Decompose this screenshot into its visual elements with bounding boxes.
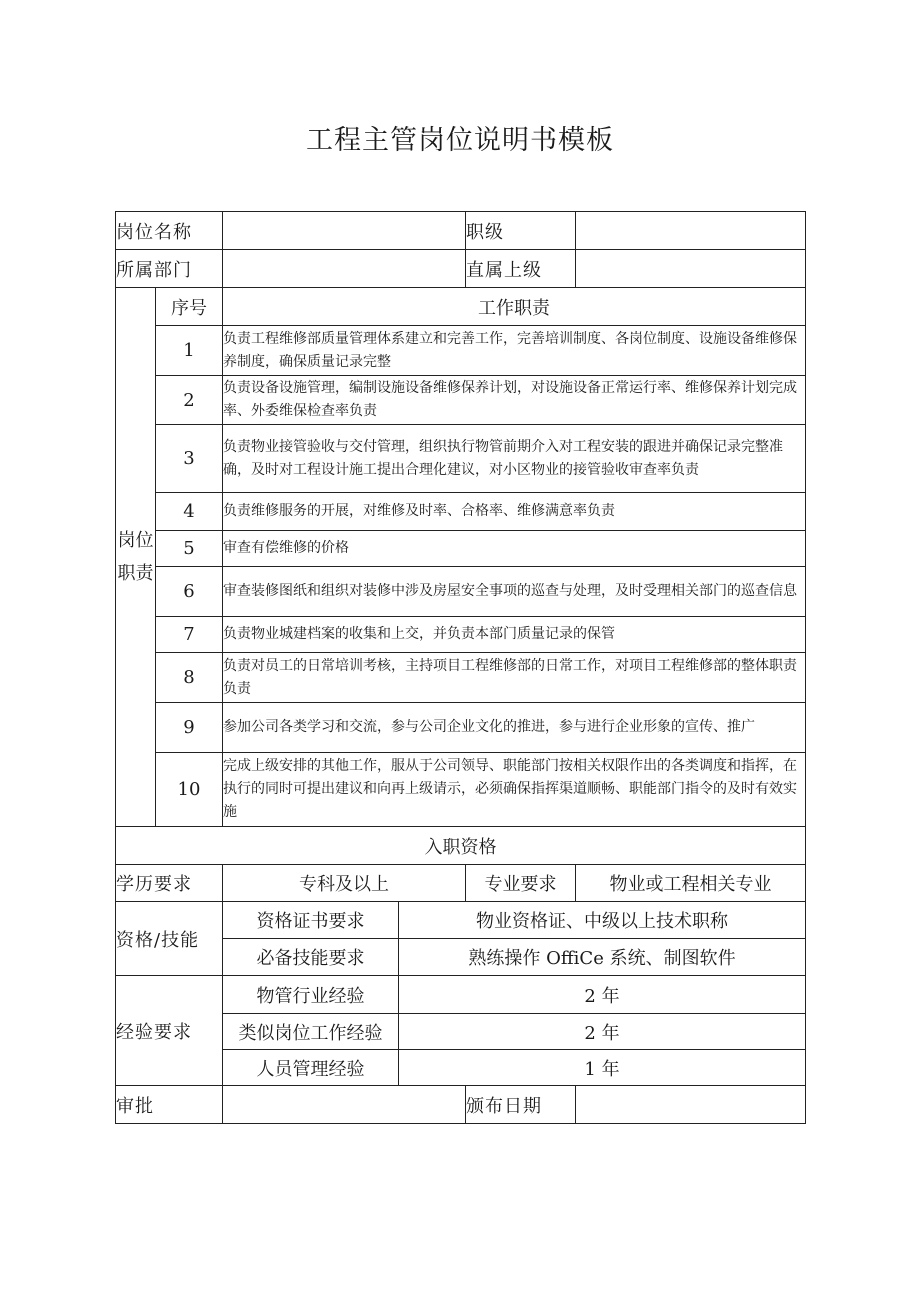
duty-number: 6: [156, 567, 223, 617]
department-value[interactable]: [223, 250, 466, 288]
exp-similar-label: 类似岗位工作经验: [223, 1014, 399, 1050]
approval-label: 审批: [116, 1086, 223, 1124]
major-label: 专业要求: [466, 865, 576, 902]
release-date-value[interactable]: [576, 1086, 806, 1124]
row-qualifications-header: [116, 827, 806, 865]
experience-label: 经验要求: [116, 976, 223, 1086]
duty-text: 负责工程维修部质量管理体系建立和完善工作，完善培训制度、各岗位制度、设施设备维修保养制度，确保质量记录完整: [223, 326, 806, 376]
superior-label: 直属上级: [466, 250, 576, 288]
row-duties-header: [116, 288, 806, 326]
duty-text: 参加公司各类学习和交流，参与公司企业文化的推进，参与进行企业形象的宣传、推广: [223, 703, 806, 753]
duty-row: [116, 753, 806, 827]
duty-text: 负责设备设施管理，编制设施设备维修保养计划，对设施设备正常运行率、维修保养计划完成率、外委维保检查率负责: [223, 376, 806, 425]
skills-label: 资格/技能: [116, 902, 223, 976]
education-value: 专科及以上: [223, 865, 466, 902]
job-description-table: [115, 211, 806, 1124]
duties-section-label-text: 岗位职责: [117, 530, 154, 584]
duty-row: [116, 326, 806, 376]
row-position-name: [116, 212, 806, 250]
duty-row: [116, 531, 806, 567]
exp-management-value: 1 年: [399, 1050, 806, 1086]
duty-row: [116, 376, 806, 425]
duty-number: 4: [156, 493, 223, 531]
duty-text: 审查有偿维修的价格: [223, 531, 806, 567]
duty-text: 负责物业城建档案的收集和上交，并负责本部门质量记录的保管: [223, 617, 806, 653]
certificate-label: 资格证书要求: [223, 902, 399, 939]
position-name-value[interactable]: [223, 212, 466, 250]
release-date-label: 颁布日期: [466, 1086, 576, 1124]
row-certificate: [116, 902, 806, 939]
duty-text: 负责对员工的日常培训考核，主持项目工程维修部的日常工作，对项目工程维修部的整体职责负责: [223, 653, 806, 703]
exp-similar-value: 2 年: [399, 1014, 806, 1050]
col-duty-header: 工作职责: [223, 288, 806, 326]
row-department: [116, 250, 806, 288]
col-seq-header: 序号: [156, 288, 223, 326]
rank-value[interactable]: [576, 212, 806, 250]
qualifications-section-label: 入职资格: [116, 827, 806, 865]
duty-number: 5: [156, 531, 223, 567]
duty-row: [116, 567, 806, 617]
duty-number: 8: [156, 653, 223, 703]
major-value: 物业或工程相关专业: [576, 865, 806, 902]
rank-label: 职级: [466, 212, 576, 250]
duty-number: 1: [156, 326, 223, 376]
duty-text: 负责物业接管验收与交付管理，组织执行物管前期介入对工程安装的跟进并确保记录完整准确，及时对工程设计施工提出合理化建议，对小区物业的接管验收审查率负责: [223, 425, 806, 493]
row-approval: [116, 1086, 806, 1124]
duty-text: 负责维修服务的开展，对维修及时率、合格率、维修满意率负责: [223, 493, 806, 531]
duty-row: [116, 493, 806, 531]
duty-row: [116, 617, 806, 653]
approval-value[interactable]: [223, 1086, 466, 1124]
certificate-value: 物业资格证、中级以上技术职称: [399, 902, 806, 939]
duty-text: 完成上级安排的其他工作，服从于公司领导、职能部门按相关权限作出的各类调度和指挥，在执行的同时可提出建议和向再上级请示，必须确保指挥渠道顺畅、职能部门指令的及时有效实施: [223, 753, 806, 827]
duty-text: 审查装修图纸和组织对装修中涉及房屋安全事项的巡查与处理，及时受理相关部门的巡查信息: [223, 567, 806, 617]
duty-number: 3: [156, 425, 223, 493]
duty-row: [116, 425, 806, 493]
duty-number: 2: [156, 376, 223, 425]
duty-number: 10: [156, 753, 223, 827]
duty-number: 9: [156, 703, 223, 753]
skill-label: 必备技能要求: [223, 939, 399, 976]
row-exp-1: [116, 976, 806, 1014]
duty-row: [116, 653, 806, 703]
duty-number: 7: [156, 617, 223, 653]
document-title: 工程主管岗位说明书模板: [306, 125, 614, 156]
row-education: [116, 865, 806, 902]
education-label: 学历要求: [116, 865, 223, 902]
duties-section-label: [116, 288, 156, 827]
superior-value[interactable]: [576, 250, 806, 288]
skill-value: 熟练操作 OffiCe 系统、制图软件: [399, 939, 806, 976]
exp-management-label: 人员管理经验: [223, 1050, 399, 1086]
exp-industry-label: 物管行业经验: [223, 976, 399, 1014]
department-label: 所属部门: [116, 250, 223, 288]
position-name-label: 岗位名称: [116, 212, 223, 250]
exp-industry-value: 2 年: [399, 976, 806, 1014]
duty-row: [116, 703, 806, 753]
